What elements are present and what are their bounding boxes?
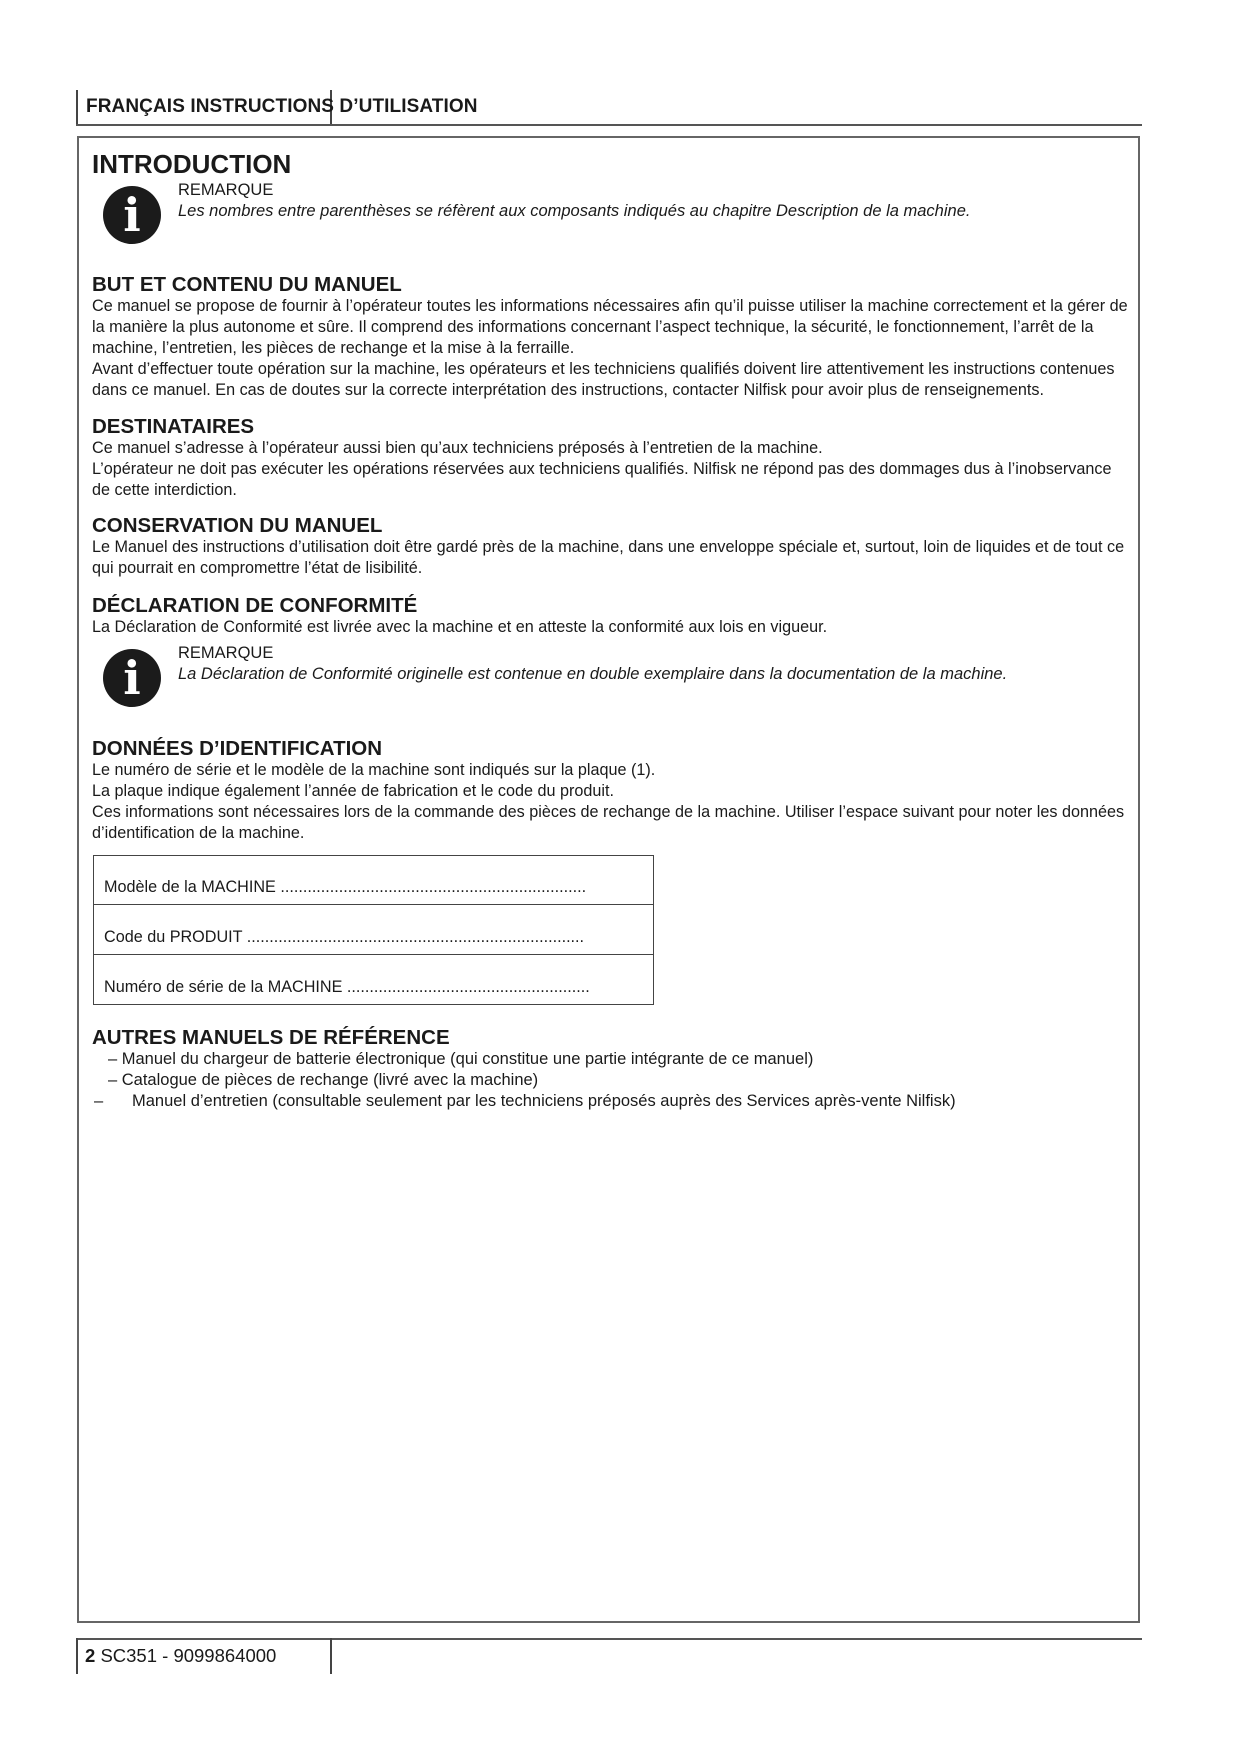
recipients-text-2: L’opérateur ne doit pas exécuter les opérations réservées aux techniciens qualifiés. Nilfisk ne répond pas des dommages dus à l’inobservance de cette interdiction. — [92, 460, 1112, 499]
identification-table — [93, 855, 654, 1005]
purpose-text-2: Avant d’effectuer toute opération sur la machine, les opérateurs et les techniciens qualifiés doivent lire attentivement les instructions contenues dans ce manuel. En cas de doutes sur la correcte interprétation des instructions, contacter Nilfisk pour avoir plus de renseignements. — [92, 360, 1115, 399]
document-code: SC351 - 9099864000 — [100, 1645, 277, 1666]
page-number: 2 — [85, 1645, 96, 1666]
recipients-heading: DESTINATAIRES — [92, 415, 255, 438]
other-manuals-list — [92, 1049, 1132, 1112]
info-icon: i — [103, 649, 161, 707]
storage-heading: CONSERVATION DU MANUEL — [92, 514, 383, 537]
serial-number-row: Numéro de série de la MACHINE ...................................................... — [94, 954, 653, 1004]
conformity-note — [92, 641, 1132, 705]
header-title: FRANÇAIS INSTRUCTIONS D’UTILISATION — [86, 96, 478, 117]
header-left-rule — [76, 90, 78, 126]
conformity-heading: DÉCLARATION DE CONFORMITÉ — [92, 594, 418, 617]
note-label: REMARQUE — [178, 181, 274, 199]
other-manuals-heading: AUTRES MANUELS DE RÉFÉRENCE — [92, 1026, 450, 1049]
footer — [85, 1645, 276, 1667]
list-item: – Catalogue de pièces de rechange (livré avec la machine) — [108, 1071, 539, 1089]
machine-model-row: Modèle de la MACHINE .................................................................... — [104, 878, 587, 896]
footer-left-rule — [76, 1638, 78, 1674]
purpose-text: Ce manuel se propose de fournir à l’opérateur toutes les informations nécessaires afin qu’il puisse utiliser la machine correctement et la gérer de la manière la plus autonome et sûre. Il comprend des informations concernant l’aspect technique, la sécurité, le fonctionnement, l’arrêt de la machine, l’entretien, les pièces de rechange et la mise à la ferraille. — [92, 297, 1128, 357]
purpose-heading: BUT ET CONTENU DU MANUEL — [92, 273, 402, 296]
list-item: – Manuel du chargeur de batterie électronique (qui constitue une partie intégrante de ce manuel) — [108, 1050, 814, 1068]
identification-heading: DONNÉES D’IDENTIFICATION — [92, 737, 383, 760]
page-content — [92, 150, 1132, 1112]
conformity-text: La Déclaration de Conformité est livrée avec la machine et en atteste la conformité aux lois en vigueur. — [92, 618, 828, 636]
identification-line-3: Ces informations sont nécessaires lors de la commande des pièces de rechange de la machine. Utiliser l’espace suivant pour noter les données d’identification de la machine. — [92, 803, 1125, 842]
note-text: Les nombres entre parenthèses se réfèrent aux composants indiqués au chapitre Description de la machine. — [178, 202, 971, 220]
info-icon: i — [103, 186, 161, 244]
list-dash: – — [94, 1092, 104, 1110]
note-text: La Déclaration de Conformité originelle est contenue en double exemplaire dans la documentation de la machine. — [178, 665, 1008, 683]
identification-line-1: Le numéro de série et le modèle de la machine sont indiqués sur la plaque (1). — [92, 761, 656, 779]
storage-text: Le Manuel des instructions d’utilisation doit être gardé près de la machine, dans une enveloppe spéciale et, surtout, loin de liquides et de tout ce qui pourrait en compromettre l’état de lisibilité. — [92, 538, 1125, 577]
list-item-text: Manuel d’entretien (consultable seulement par les techniciens préposés auprès des Services après-vente Nilfisk) — [132, 1092, 956, 1110]
identification-line-2: La plaque indique également l’année de fabrication et le code du produit. — [92, 782, 614, 800]
introduction-heading: INTRODUCTION — [92, 149, 292, 179]
intro-note — [92, 178, 1132, 242]
header-rule — [76, 124, 1142, 126]
footer-rule — [76, 1638, 1142, 1640]
footer-divider — [330, 1638, 332, 1674]
list-item — [92, 1091, 1132, 1112]
product-code-row: Code du PRODUIT ........................................................................... — [94, 904, 653, 954]
note-label: REMARQUE — [178, 644, 274, 662]
recipients-text: Ce manuel s’adresse à l’opérateur aussi bien qu’aux techniciens préposés à l’entretien de la machine. — [92, 439, 823, 457]
